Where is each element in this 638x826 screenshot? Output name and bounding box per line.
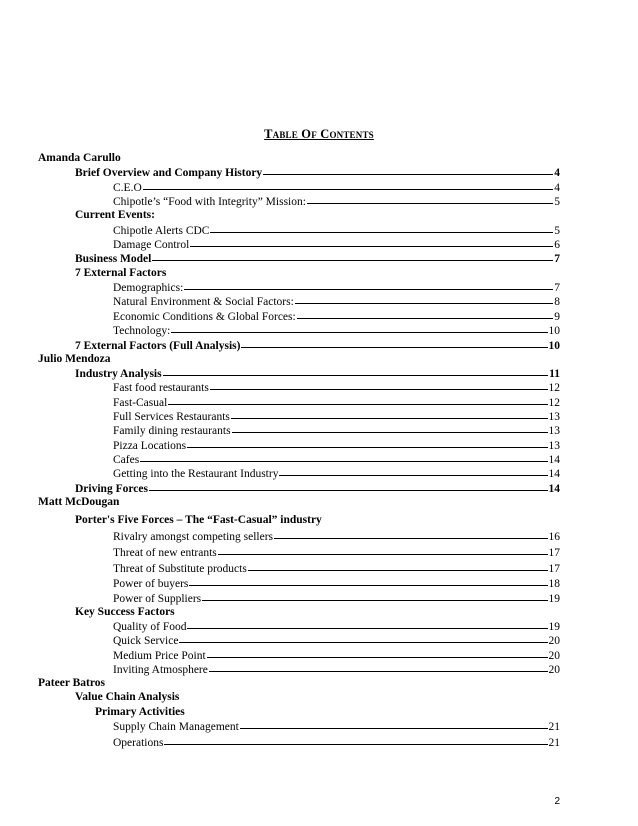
toc-section [75,338,560,353]
toc-page-number: 16 [548,531,560,543]
toc-entry-title: Amanda Carullo [38,152,121,164]
toc-section [75,605,560,619]
toc-entry-title: Getting into the Restaurant Industry [113,468,279,480]
toc-leader-line [140,451,547,462]
toc-page-number: 8 [554,296,560,308]
toc-page-number: 20 [548,650,560,662]
toc-entry-title: 7 External Factors [75,267,167,279]
toc-page-number: 14 [548,468,560,480]
toc-leader-line [279,465,547,476]
toc-subentry [113,591,560,606]
toc-entry-title: Threat of new entrants [113,547,217,559]
toc-section [75,481,560,496]
toc-entry-title: Demographics: [113,282,184,294]
toc-leader-line [189,575,547,586]
toc-entry-title: Key Success Factors [75,606,175,618]
toc-page-number: 18 [548,578,560,590]
toc-page-number: 6 [554,239,560,251]
toc-leader-line [218,544,548,555]
toc-leader-line [274,528,547,539]
toc-entry-title: Technology: [113,325,171,337]
toc-leader-line [202,590,547,601]
toc-leader-line [307,193,553,204]
toc-entry-title: Brief Overview and Company History [75,167,263,179]
toc-entry-title: Driving Forces [75,483,148,495]
toc-subentry [113,719,560,734]
toc-section [75,266,560,280]
toc-leader-line [187,437,547,448]
toc-page-number: 5 [554,196,560,208]
toc-leader-line [295,293,553,304]
toc-page-number: 20 [548,635,560,647]
toc-section [75,690,560,704]
toc-page-number: 10 [548,340,560,352]
toc-page-number: 4 [554,182,560,194]
toc-leader-line [297,308,554,319]
toc-leader-line [210,222,553,233]
toc-page-number: 12 [548,382,560,394]
toc-entry-title: Porter's Five Forces – The “Fast-Casual” industry [75,514,322,526]
toc-entry-title: Primary Activities [95,706,185,718]
toc-author-heading [38,676,558,690]
toc-entry-title: Power of Suppliers [113,593,202,605]
toc-page-number: 19 [548,593,560,605]
toc-page-number: 14 [548,454,560,466]
toc-page-number: 13 [548,411,560,423]
toc-entry-title: Pateer Batros [38,677,105,689]
toc-page-number: 11 [549,368,560,380]
toc-section [75,251,560,266]
toc-leader-line [164,734,547,745]
toc-page-number: 21 [548,737,560,749]
toc-leader-line [241,337,547,348]
toc-entry-title: Damage Control [113,239,190,251]
toc-page-number: 13 [548,440,560,452]
toc-entry-title: 7 External Factors (Full Analysis) [75,340,241,352]
toc-author-heading [38,352,558,366]
toc-entry-title: Chipotle’s “Food with Integrity” Mission: [113,196,306,208]
toc-entry-title: Value Chain Analysis [75,691,180,703]
toc-entry-title: Julio Mendoza [38,353,111,365]
toc-leader-line [143,179,554,190]
toc-entry-title: Pizza Locations [113,440,187,452]
toc-leader-line [187,618,547,629]
toc-entry-title: Power of buyers [113,578,189,590]
toc-page-number: 21 [548,721,560,733]
toc-entry-title: Family dining restaurants [113,425,231,437]
toc-leader-line [240,718,548,729]
toc-page-number: 4 [554,167,560,179]
toc-leader-line [231,408,548,419]
toc-page-number: 20 [548,664,560,676]
page-number: 2 [554,796,560,807]
toc-section [95,705,560,719]
toc-leader-line [184,279,553,290]
toc-subentry [113,423,560,438]
toc-entry-title: Inviting Atmosphere [113,664,208,676]
toc-page-number: 9 [554,311,560,323]
toc-entry-title: Quick Service [113,635,179,647]
toc-page-number: 7 [554,253,560,265]
toc-subentry [113,545,560,560]
toc-leader-line [171,322,547,333]
toc-page-number: 17 [548,547,560,559]
toc-entry-title: Natural Environment & Social Factors: [113,296,294,308]
toc-subentry [113,662,560,677]
toc-subentry [113,576,560,591]
toc-entry-title: Economic Conditions & Global Forces: [113,311,296,323]
toc-leader-line [248,560,548,571]
toc-entry-title: Chipotle Alerts CDC [113,225,210,237]
toc-entry-title: Quality of Food [113,621,187,633]
toc-entry-title: C.E.O [113,182,142,194]
toc-section [75,513,560,527]
toc-section [75,165,560,180]
toc-subentry [113,380,560,395]
toc-page-number: 7 [554,282,560,294]
toc-entry-title: Fast-Casual [113,397,168,409]
toc-page-number: 13 [548,425,560,437]
toc-author-heading [38,495,558,509]
toc-leader-line [232,422,548,433]
toc-leader-line [163,365,549,376]
toc-author-heading [38,151,558,165]
toc-page-number: 19 [548,621,560,633]
toc-subentry [113,561,560,576]
toc-entry-title: Supply Chain Management [113,721,239,733]
toc-leader-line [190,236,553,247]
toc-page-number: 14 [548,483,560,495]
toc-entry-title: Threat of Substitute products [113,563,247,575]
toc-subentry [113,633,560,648]
toc-page-number: 17 [548,563,560,575]
toc-entry-title: Matt McDougan [38,496,120,508]
toc-page-number: 5 [554,225,560,237]
toc-subentry [113,466,560,481]
toc-leader-line [152,250,553,261]
toc-entry-title: Current Events: [75,209,155,221]
toc-subentry [113,323,560,338]
toc-subentry [113,735,560,750]
toc-leader-line [210,379,548,390]
toc-leader-line [263,164,553,175]
toc-leader-line [179,632,547,643]
toc-entry-title: Rivalry amongst competing sellers [113,531,274,543]
toc-leader-line [149,480,548,491]
toc-entry-title: Cafes [113,454,140,466]
toc-entry-title: Medium Price Point [113,650,206,662]
toc-leader-line [207,647,548,658]
toc-leader-line [209,661,548,672]
toc-subentry [113,294,560,309]
toc-section [75,208,560,222]
toc-entry-title: Fast food restaurants [113,382,209,394]
toc-entry-title: Full Services Restaurants [113,411,230,423]
toc-entry-title: Operations [113,737,164,749]
toc-title: Table Of Contents [264,127,374,141]
toc-page-number: 10 [548,325,560,337]
toc-entry-title: Industry Analysis [75,368,162,380]
toc-page-number: 12 [548,397,560,409]
toc-subentry [113,529,560,544]
toc-entry-title: Business Model [75,253,152,265]
toc-subentry [113,194,560,209]
toc-leader-line [168,394,547,405]
